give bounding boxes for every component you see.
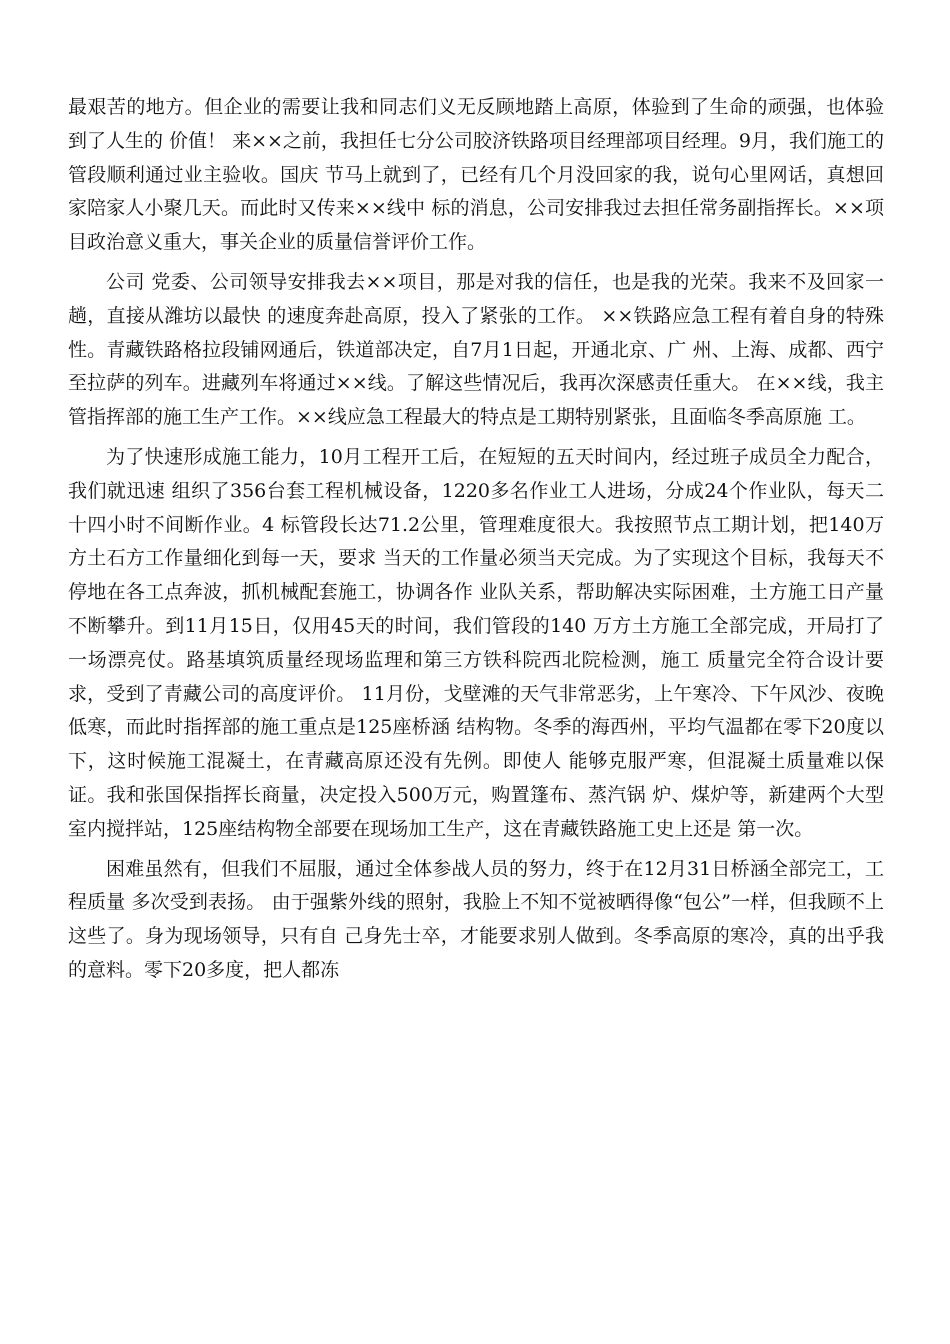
document-body [68,91,884,994]
paragraph-4: 困难虽然有，但我们不屈服，通过全体参战人员的努力，终于在12月31日桥涵全部完工，工程质量 多次受到表扬。 由于强紫外线的照射，我脸上不知不觉被晒得像“包公”一样，但我顾不上这些了。身为现场领导，只有自 己身先士卒，才能要求别人做到。冬季高原的寒冷，真的出乎我的意料。零下20多度，把人都冻 [68,857,884,981]
paragraph-2: 公司 党委、公司领导安排我去××项目，那是对我的信任，也是我的光荣。我来不及回家一趟，直接从潍坊以最快 的速度奔赴高原，投入了紧张的工作。 ××铁路应急工程有着自身的特殊性。青藏铁路格拉段铺网通后，铁道部决定，自7月1日起，开通北京、广 州、上海、成都、西宁至拉萨的列车。进藏列车将通过××线。了解这些情况后，我再次深感责任重大。 在××线，我主管指挥部的施工生产工作。××线应急工程最大的特点是工期特别紧张，且面临冬季高原施 工。 [68,270,884,429]
paragraph-1: 最艰苦的地方。但企业的需要让我和同志们义无反顾地踏上高原，体验到了生命的顽强，也体验到了人生的 价值！ 来××之前，我担任七分公司胶济铁路项目经理部项目经理。9月，我们施工的管段顺利通过业主验收。国庆 节马上就到了，已经有几个月没回家的我，说句心里网话，真想回家陪家人小聚几天。而此时又传来××线中 标的消息，公司安排我过去担任常务副指挥长。××项目政治意义重大，事关企业的质量信誉评价工作。 [68,96,885,254]
paragraph-3: 为了快速形成施工能力，10月工程开工后，在短短的五天时间内，经过班子成员全力配合，我们就迅速 组织了356台套工程机械设备，1220多名作业工人进场，分成24个作业队，每天二十四小时不间断作业。4 标管段长达71.2公里，管理难度很大。我按照节点工期计划，把140万方土石方工作量细化到每一天，要求 当天的工作量必须当天完成。为了实现这个目标，我每天不停地在各工点奔波，抓机械配套施工，协调各作 业队关系，帮助解决实际困难，土方施工日产量不断攀升。到11月15日，仅用45天的时间，我们管段的140 万方土方施工全部完成，开局打了一场漂亮仗。路基填筑质量经现场监理和第三方铁科院西北院检测，施工 质量完全符合设计要求，受到了青藏公司的高度评价。 11月份，戈壁滩的天气非常恶劣，上午寒冷、下午风沙、夜晚低寒，而此时指挥部的施工重点是125座桥涵 结构物。冬季的海西州，平均气温都在零下20度以下，这时候施工混凝土，在青藏高原还没有先例。即使人 能够克服严寒，但混凝土质量难以保证。我和张国保指挥长商量，决定投入500万元，购置篷布、蒸汽锅 炉、煤炉等，新建两个大型室内搅拌站，125座结构物全部要在现场加工生产，这在青藏铁路施工史上还是 第一次。 [68,445,884,840]
